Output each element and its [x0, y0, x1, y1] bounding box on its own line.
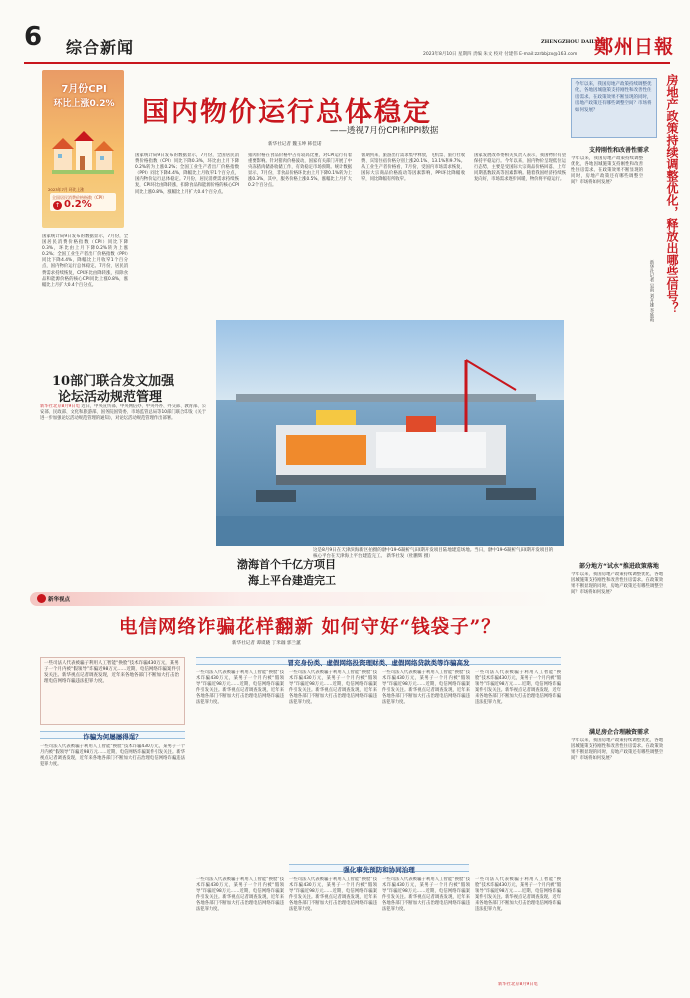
subhead-bar-left [40, 731, 185, 739]
lower-column-1: 一些司法人代表被骗子利用人工智能“换脸”技术诈骗430万元，某男子一个月内被“假领导”诈骗近98万元……近期，电信网络诈骗案件引发关注。新华视点记者调查发现，近年来各地各部门不断加大打击治理电信网络诈骗违法犯罪力度。 [40, 744, 185, 768]
paper-english-name: ZHENGZHOU DAILY [541, 39, 599, 45]
subhead-bar-bottom [289, 864, 469, 872]
photo-caption-text: 这是8月9日在天津滨海新区拍摄的渤中19-6凝析气田I期开发项目陆地建造场地。当日，渤中19-6凝析气田I期开发项目的核心平台在天津海上平台建造完工。 [313, 548, 554, 560]
mid-headline-line2: 论坛活动规范管理 [58, 390, 163, 405]
mid-story-body [40, 404, 206, 588]
sidebar-body-2: 今年以来，我国房地产政策持续调整优化，各地因城施策支持刚性和改善性住房需求。在政策效果不断显现的同时，房地产政策还有哪些调整空间？市场将如何发展？ [571, 572, 663, 596]
sidebar-vertical-headline: 房地产政策持续调整优化，释放出哪些信号？ [665, 74, 679, 314]
lower-lead-box [40, 657, 185, 725]
lower-column-2: 一些司法人代表被骗子利用人工智能“换脸”技术诈骗430万元，某男子一个月内被“假领导”诈骗近98万元……近期，电信网络诈骗案件引发关注。新华视点记者调查发现，近年来各地各部门不断加大打击治理电信网络诈骗违法犯罪力度。 [196, 670, 284, 706]
section-title: 综合新闻 [66, 38, 135, 57]
lower-column-8: 一些司法人代表被骗子利用人工智能“换脸”技术诈骗430万元，某男子一个月内被“假领导”诈骗近98万元……近期，电信网络诈骗案件引发关注。新华视点记者调查发现，近年来各地各部门不断加大打击治理电信网络诈骗违法犯罪力度。 [382, 877, 470, 913]
sidebar-subhead-2: 部分地方“试水”推进政策落地 [579, 563, 659, 570]
lead-headline: 国内物价运行总体稳定 [142, 97, 432, 128]
photo-caption [313, 548, 555, 560]
lead-column-1: 国家统计局9日发布的数据显示，7月份，全国居民消费价格指数（CPI）同比下降0.3%，环比由上月下降0.2%转为上涨0.2%；全国工业生产者出厂价格指数（PPI）同比下降4.4%，降幅比上月收窄1个百分点，国内物价运行总体稳定。7月份，居民消费需求持续恢复，CPI环比由降转涨，扣除食品和能源价格的核心CPI同比上涨0.8%，涨幅比上月扩大0.4个百分点。 [135, 153, 239, 195]
sidebar-intro-text: 今年以来，我国房地产政策持续调整优化，各地因城施策支持刚性和改善性住房需求。在政策效果不断显现的同时，房地产政策还有哪些调整空间？市场将如何发展？ [575, 82, 652, 113]
sidebar-subhead-1: 支持刚性和改善性需求 [588, 147, 649, 154]
masthead [0, 0, 690, 62]
lower-column-6: 一些司法人代表被骗子利用人工智能“换脸”技术诈骗430万元，某男子一个月内被“假领导”诈骗近98万元……近期，电信网络诈骗案件引发关注。新华视点记者调查发现，近年来各地各部门不断加大打击治理电信网络诈骗违法犯罪力度。 [196, 877, 284, 913]
lower-column-7: 一些司法人代表被骗子利用人工智能“换脸”技术诈骗430万元，某男子一个月内被“假领导”诈骗近98万元……近期，电信网络诈骗案件引发关注。新华视点记者调查发现，近年来各地各部门不断加大打击治理电信网络诈骗违法犯罪力度。 [289, 877, 377, 913]
up-arrow-icon: ↑ [54, 202, 61, 209]
mid-story-dateline: 新华社北京8月9日电 [40, 404, 80, 409]
sidebar-subhead-3: 满足房企合理融资需求 [588, 729, 649, 736]
offshore-platform-photo [216, 320, 564, 546]
mid-headline-line1: 10部门联合发文加强 [52, 374, 175, 389]
sidebar-intro-box [571, 78, 657, 138]
lower-column-9: 一些司法人代表被骗子利用人工智能“换脸”技术诈骗430万元，某男子一个月内被“假领导”诈骗近98万元……近期，电信网络诈骗案件引发关注。新华视点记者调查发现，近年来各地各部门不断加大打击治理电信网络诈骗违法犯罪力度。 [475, 877, 561, 913]
photo-title-line1: 渤海首个千亿方项目 [237, 558, 336, 571]
lower-byline: 新华社记者 谭谟晓 丁米珈 郭兰蕙 [232, 641, 301, 646]
cpi-infographic [42, 70, 124, 228]
lead-column-0: 国家统计局9日发布的数据显示，7月份，全国居民消费价格指数（CPI）同比下降0.3%，环比由上月下降0.2%转为上涨0.2%；全国工业生产者出厂价格指数（PPI）同比下降4.4%，降幅比上月收窄1个百分点，国内物价运行总体稳定。7月份，居民消费需求持续恢复，CPI环比由降转涨，扣除食品和能源价格的核心CPI同比上涨0.8%，涨幅比上月扩大0.4个百分点。 [42, 234, 128, 288]
paper-logo: 鄭州日報 [594, 36, 675, 58]
lower-subhead-left: 诈骗为何屡屡得逞？ [83, 733, 142, 741]
lead-column-3: 暑期到来，旅游出行需求集中释放，飞机票、旅行社收费、宾馆住宿价格分别上涨20.1%、13.1%和9.7%。从工业生产者价格看，7月份，受国内市场需求恢复、国际大宗商品价格波动等因素影响，PPI环比降幅收窄，同比降幅有所收窄。 [361, 153, 465, 183]
lead-column-4: 国家发展改革委相关负责人表示，我国物价有望保持平稳运行。今年以来，国内物价呈现低位运行态势，主要是受国际大宗商品价格回落、上年同期基数较高等因素影响。随着我国经济持续恢复向好，市场需求逐步回暖，物价将平稳运行。 [474, 153, 566, 183]
sidebar-body-3: 今年以来，我国房地产政策持续调整优化，各地因城施策支持刚性和改善性住房需求。在政策效果不断显现的同时，房地产政策还有哪些调整空间？市场将如何发展？ [571, 738, 663, 762]
photo-credit: 新华社发（杜鹏辉 摄） [386, 554, 433, 560]
infographic-subtitle: 环比上涨0.2% [53, 99, 115, 109]
photo-title-line2: 海上平台建造完工 [248, 574, 336, 587]
cpi-card-value: 0.2% [64, 199, 92, 210]
subhead-bar-top [196, 657, 561, 665]
section-band [30, 592, 560, 606]
infographic-note: 2023年7月 环比上涨 [48, 187, 85, 192]
lead-column-2: 猪肉价格在食品价格中占有较高比重，对CPI运行有着重要影响。针对猪肉价格波动，国家有关部门开展了中央冻猪肉储备收储工作，有效稳定市场预期。统计数据显示，7月份，非食品价格环比由上月下降0.1%转为上涨0.3%，其中，服务价格上涨0.5%，涨幅比上月扩大0.2个百分点。 [248, 153, 352, 189]
lower-headline: 电信网络诈骗花样翻新 如何守好“钱袋子”？ [119, 617, 501, 638]
lower-lead-text: 一些司法人代表被骗子利用人工智能“换脸”技术诈骗430万元，某男子一个月内被“假领导”诈骗近98万元……近期，电信网络诈骗案件引发关注。新华视点记者调查发现，近年来各地各部门不断加大打击治理电信网络诈骗违法犯罪力度。 [44, 661, 181, 685]
page-number: 6 [24, 22, 43, 52]
mid-story-text: 近日，中央宣传部、中央网信办、中央外办、外交部、教育部、公安部、民政部、文化和旅游部、国务院国资委、市场监管总局等10部门联合印发《关于进一步加强论坛活动规范管理的通知》，对论坛活动规范管理作出部署。 [40, 404, 206, 422]
sidebar-byline: 新华社记者 吴雨 刘开雄 李延霞 [649, 260, 654, 322]
sidebar-body-1: 今年以来，我国房地产政策持续调整优化，各地因城施策支持刚性和改善性住房需求。在政策效果不断显现的同时，房地产政策还有哪些调整空间？市场将如何发展？ [571, 156, 643, 186]
xinhua-logo-icon [37, 594, 46, 603]
lead-byline: 新华社记者 魏玉坤 韩佳诺 [268, 142, 322, 147]
lower-dateline-end: 新华社北京8月9日电 [498, 982, 538, 987]
cpi-card-label: 全国居民消费价格指数（CPI） [52, 195, 107, 200]
lower-subhead-2: 强化事先预防和协同治理 [343, 866, 415, 874]
cpi-value-card [50, 193, 116, 211]
lower-column-5: 一些司法人代表被骗子利用人工智能“换脸”技术诈骗430万元，某男子一个月内被“假领导”诈骗近98万元……近期，电信网络诈骗案件引发关注。新华视点记者调查发现，近年来各地各部门不断加大打击治理电信网络诈骗违法犯罪力度。 [475, 670, 561, 706]
lower-subhead-1: 冒充身份类、虚假网络投资理财类、虚假网络贷款类等诈骗高发 [287, 659, 470, 667]
lower-column-3: 一些司法人代表被骗子利用人工智能“换脸”技术诈骗430万元，某男子一个月内被“假领导”诈骗近98万元……近期，电信网络诈骗案件引发关注。新华视点记者调查发现，近年来各地各部门不断加大打击治理电信网络诈骗违法犯罪力度。 [289, 670, 377, 706]
masthead-rule [24, 62, 670, 64]
houses-illustration [52, 128, 114, 174]
infographic-title: 7月份CPI [61, 84, 107, 95]
lead-subheadline: ——透视7月份CPI和PPI数据 [330, 126, 439, 136]
date-line: 2023年8月10日 星期四 责编 朱文 校对 付建伟 E-mail:zzrbbjzx@163.com [423, 52, 578, 57]
section-band-label: 新华视点 [48, 597, 71, 603]
lower-column-4: 一些司法人代表被骗子利用人工智能“换脸”技术诈骗430万元，某男子一个月内被“假领导”诈骗近98万元……近期，电信网络诈骗案件引发关注。新华视点记者调查发现，近年来各地各部门不断加大打击治理电信网络诈骗违法犯罪力度。 [382, 670, 470, 706]
